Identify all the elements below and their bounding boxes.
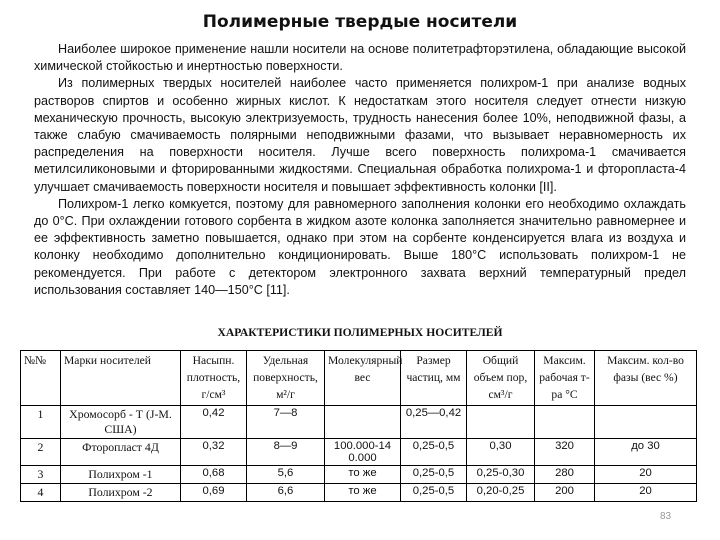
table-cell: 0,25-0,5 bbox=[401, 439, 467, 466]
paragraph: Полихром-1 легко комкуется, поэтому для равномерного заполнения колонки его необходимо охлаждать до 0°С. При охлаждении готового сорбента в жидком азоте колонка заполняется значительно равномернее и ее эффективность заметно повышается, однако при этом на сорбенте конденсируется влага из воздуха и колонку необходимо дополнительно кондиционировать. Выше 180°С использовать полихром-1 не рекомендуется. При работе с детектором электронного захвата верхний температурный предел использования составляет 140—150°С [11]. bbox=[34, 196, 686, 297]
table-cell: Полихром -1 bbox=[61, 466, 181, 484]
body-text bbox=[34, 41, 686, 299]
table-cell: 5,6 bbox=[247, 466, 325, 484]
header-cell: Удельная поверхность, м²/г bbox=[247, 351, 325, 406]
table-cell: 0,69 bbox=[181, 484, 247, 502]
page-number: 83 bbox=[660, 511, 672, 522]
header-cell: Насыпн. плотность, г/см³ bbox=[181, 351, 247, 406]
header-cell: Максим. кол-во фазы (вес %) bbox=[595, 351, 697, 406]
paragraph: Наиболее широкое применение нашли носители на основе политетрафторэтилена, обладающие высокой химической стойкостью и инертностью поверхности. bbox=[34, 42, 686, 74]
table-row bbox=[21, 439, 697, 466]
table-title: ХАРАКТЕРИСТИКИ ПОЛИМЕРНЫХ НОСИТЕЛЕЙ bbox=[217, 326, 503, 339]
header-cell: Марки носителей bbox=[61, 351, 181, 406]
table-cell: то же bbox=[325, 466, 401, 484]
table-cell: 4 bbox=[21, 484, 61, 502]
table-header-row bbox=[21, 351, 697, 406]
header-cell: Общий объем пор, см³/г bbox=[467, 351, 535, 406]
table-cell: то же bbox=[325, 484, 401, 502]
table-row bbox=[21, 406, 697, 439]
table-cell: 0,20-0,25 bbox=[467, 484, 535, 502]
header-cell: Максим. рабочая т-ра °С bbox=[535, 351, 595, 406]
table-cell: Хромосорб - Т (J-M. США) bbox=[61, 406, 181, 439]
carriers-table bbox=[20, 350, 697, 502]
header-cell: №№ bbox=[21, 351, 61, 406]
header-cell: Молекулярный вес bbox=[325, 351, 401, 406]
table-cell: 0,42 bbox=[181, 406, 247, 439]
table-cell: 20 bbox=[595, 484, 697, 502]
table-row bbox=[21, 484, 697, 502]
table-cell: до 30 bbox=[595, 439, 697, 466]
page-title: Полимерные твердые носители bbox=[202, 12, 518, 32]
table-cell bbox=[535, 406, 595, 439]
table-cell: 320 bbox=[535, 439, 595, 466]
table-cell: 3 bbox=[21, 466, 61, 484]
table-cell: 0,32 bbox=[181, 439, 247, 466]
header-cell: Размер частиц, мм bbox=[401, 351, 467, 406]
table-cell bbox=[467, 406, 535, 439]
table-cell: 280 bbox=[535, 466, 595, 484]
table-cell: Фторопласт 4Д bbox=[61, 439, 181, 466]
table-cell bbox=[595, 406, 697, 439]
table-cell: 6,6 bbox=[247, 484, 325, 502]
table-cell: 200 bbox=[535, 484, 595, 502]
table-cell: 100.000-14 0.000 bbox=[325, 439, 401, 466]
paragraph: Из полимерных твердых носителей наиболее часто применяется полихром-1 при анализе водных растворов спиртов и особенно жирных кислот. К недостаткам этого носителя следует отнести низкую механическую прочность, высокую электризуемость, трудность нанесения более 10%, неподвижной фазы, а также слабую смачиваемость полярными неподвижными фазами, что вызывает неравномерность их распределения на поверхности носителя. Лучше всего поверхность полихрома-1 смачивается метилсиликоновыми и фторированными жидкостями. Специальная обработка полихрома-1 и фторопласта-4 улучшает смачиваемость поверхности носителя и повышает эффективность колонки [II]. bbox=[34, 76, 686, 194]
table-cell: 2 bbox=[21, 439, 61, 466]
table-cell bbox=[325, 406, 401, 439]
table-cell: 0,25-0,30 bbox=[467, 466, 535, 484]
table-cell: 1 bbox=[21, 406, 61, 439]
table-cell: 0,25-0,5 bbox=[401, 466, 467, 484]
table-cell: 7—8 bbox=[247, 406, 325, 439]
table-cell: 0,25-0,5 bbox=[401, 484, 467, 502]
table-cell: Полихром -2 bbox=[61, 484, 181, 502]
table-cell: 0,30 bbox=[467, 439, 535, 466]
table-cell: 0,68 bbox=[181, 466, 247, 484]
table-cell: 20 bbox=[595, 466, 697, 484]
table-cell: 0,25—0,42 bbox=[401, 406, 467, 439]
table-cell: 8—9 bbox=[247, 439, 325, 466]
table-row bbox=[21, 466, 697, 484]
